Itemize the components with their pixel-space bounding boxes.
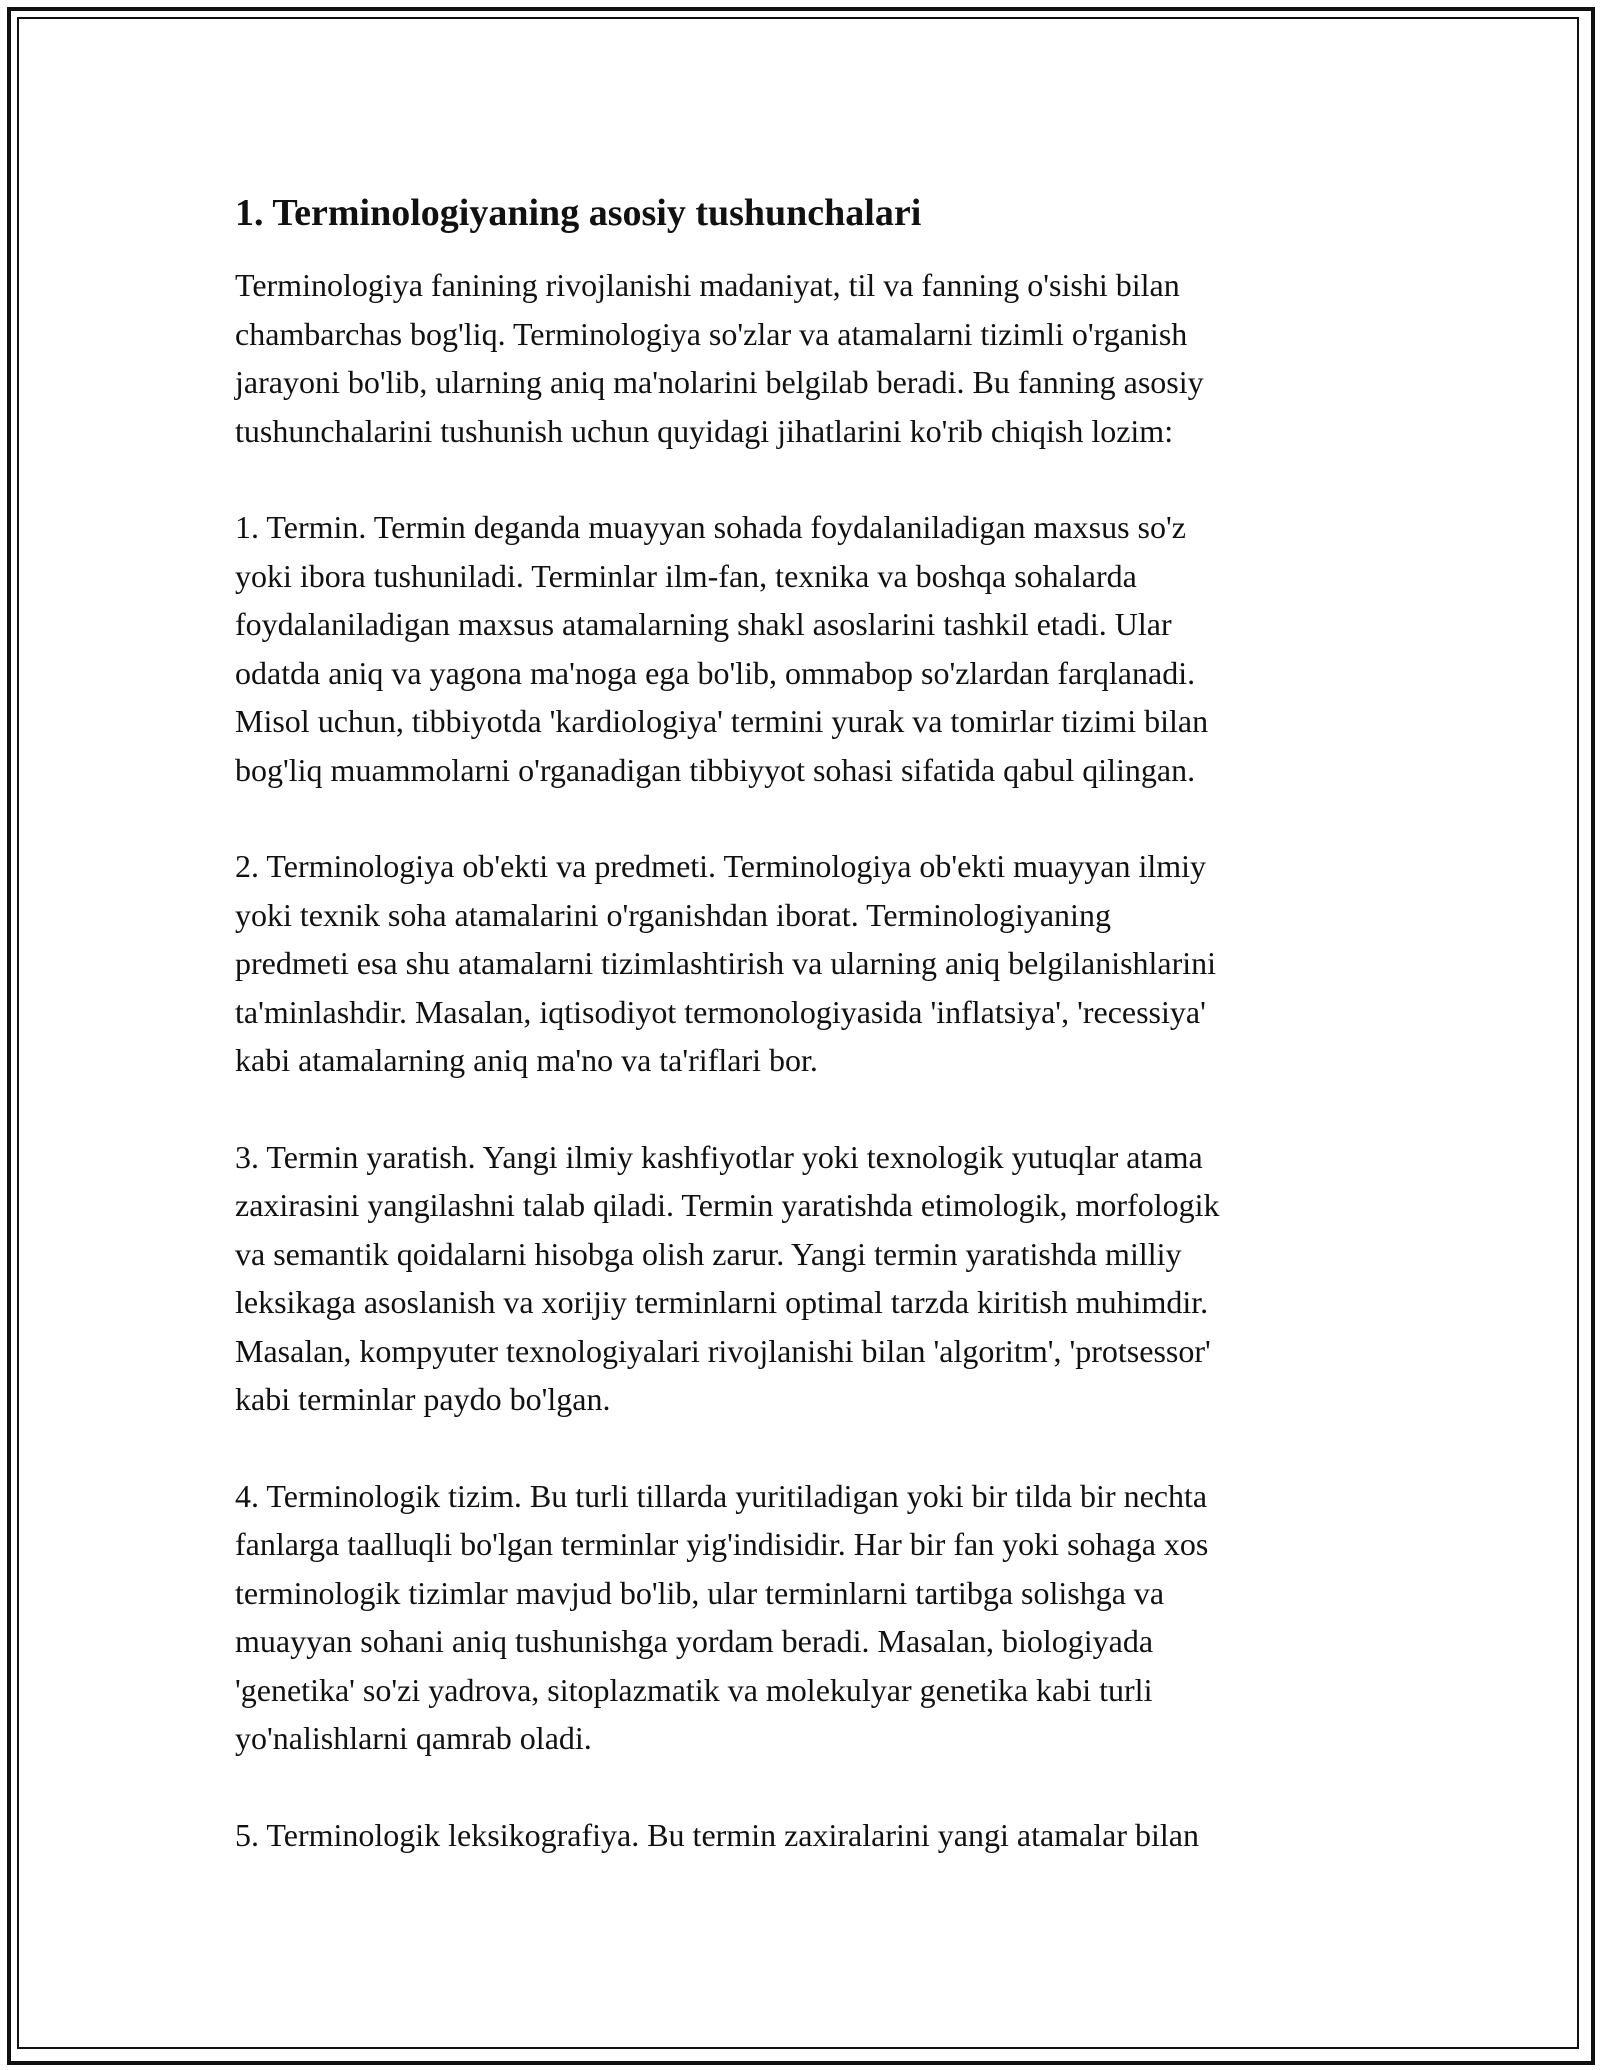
text-line: terminologik tizimlar mavjud bo'lib, ular terminlarni tartibga solishga va: [235, 1574, 1165, 1611]
text-line: 4. Terminologik tizim. Bu turli tillarda yuritiladigan yoki bir tilda bir nechta: [235, 1477, 1208, 1514]
text-line: muayyan sohani aniq tushunishga yordam beradi. Masalan, biologiyada: [235, 1623, 1154, 1659]
text-line: yo'nalishlarni qamrab oladi.: [235, 1720, 592, 1756]
text-line: yoki texnik soha atamalarini o'rganishdan iborat. Terminologiyaning: [235, 896, 1111, 933]
text-line: predmeti esa shu atamalarni tizimlashtirish va ularning aniq belgilanishlarini: [235, 945, 1217, 981]
text-line: 5. Terminologik leksikografiya. Bu termin zaxiralarini yangi atamalar bilan: [235, 1816, 1199, 1853]
text-line: Misol uchun, tibbiyotda 'kardiologiya' termini yurak va tomirlar tizimi bilan: [235, 703, 1209, 739]
item-paragraph-1: [235, 503, 1375, 794]
text-line: Masalan, kompyuter texnologiyalari rivojlanishi bilan 'algoritm', 'protsessor': [235, 1332, 1211, 1369]
text-line: 3. Termin yaratish. Yangi ilmiy kashfiyotlar yoki texnologik yutuqlar atama: [235, 1138, 1203, 1175]
text-line: tushunchalarini tushunish uchun quyidagi jihatlarini ko'rib chiqish lozim:: [235, 412, 1174, 449]
item-paragraph-5: [235, 1811, 1375, 1860]
text-line: 1. Termin. Termin deganda muayyan sohada foydalaniladigan maxsus so'z: [235, 509, 1186, 545]
text-line: kabi atamalarning aniq ma'no va ta'riflari bor.: [235, 1042, 818, 1078]
text-line: yoki ibora tushuniladi. Terminlar ilm-fan, texnika va boshqa sohalarda: [235, 557, 1137, 594]
text-line: chambarchas bog'liq. Terminologiya so'zlar va atamalarni tizimli o'rganish: [235, 315, 1188, 352]
section-heading: 1. Terminologiyaning asosiy tushunchalari: [235, 192, 922, 234]
text-line: va semantik qoidalarni hisobga olish zarur. Yangi termin yaratishda milliy: [235, 1235, 1182, 1272]
text-line: bog'liq muammolarni o'rganadigan tibbiyyot sohasi sifatida qabul qilingan.: [235, 751, 1196, 788]
document-page: [235, 185, 1375, 1907]
text-line: 2. Terminologiya ob'ekti va predmeti. Terminologiya ob'ekti muayyan ilmiy: [235, 848, 1207, 884]
text-line: 'genetika' so'zi yadrova, sitoplazmatik va molekulyar genetika kabi turli: [235, 1671, 1153, 1708]
item-paragraph-3: [235, 1133, 1375, 1424]
text-line: Terminologiya fanining rivojlanishi madaniyat, til va fanning o'sishi bilan: [235, 267, 1180, 303]
item-paragraph-4: [235, 1472, 1375, 1763]
text-line: fanlarga taalluqli bo'lgan terminlar yig'indisidir. Har bir fan yoki sohaga xos: [235, 1526, 1209, 1562]
text-line: zaxirasini yangilashni talab qiladi. Termin yaratishda etimologik, morfologik: [235, 1187, 1220, 1223]
text-line: kabi terminlar paydo bo'lgan.: [235, 1381, 611, 1417]
text-line: ta'minlashdir. Masalan, iqtisodiyot termonologiyasida 'inflatsiya', 'recessiya': [235, 993, 1206, 1030]
item-paragraph-2: [235, 842, 1375, 1085]
intro-paragraph: [235, 261, 1375, 455]
text-line: foydalaniladigan maxsus atamalarning shakl asoslarini tashkil etadi. Ular: [235, 606, 1172, 642]
text-line: jarayoni bo'lib, ularning aniq ma'nolarini belgilab beradi. Bu fanning asosiy: [235, 364, 1204, 400]
text-line: odatda aniq va yagona ma'noga ega bo'lib, ommabop so'zlardan farqlanadi.: [235, 654, 1196, 691]
text-line: leksikaga asoslanish va xorijiy terminlarni optimal tarzda kiritish muhimdir.: [235, 1284, 1209, 1320]
